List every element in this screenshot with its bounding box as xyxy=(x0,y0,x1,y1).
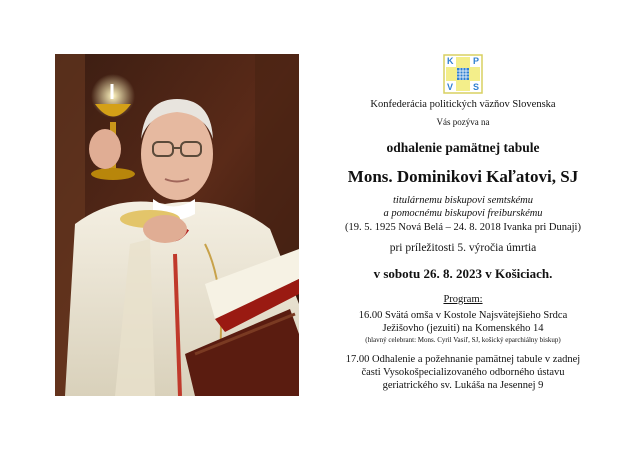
invites-text: Vás pozýva na xyxy=(436,117,490,127)
life-dates: (19. 5. 1925 Nová Belá – 24. 8. 2018 Ivanka pri Dunaji) xyxy=(345,222,581,233)
program-item-2-line-3: geriatrického sv. Lukáša na Jesennej 9 xyxy=(382,380,544,391)
kpvs-logo xyxy=(443,54,483,94)
program-item-1-line-2: Ježišovho (jezuiti) na Komenského 14 xyxy=(382,323,544,334)
honoree-title-1: titulárnemu biskupovi semtskému xyxy=(393,195,533,206)
honoree-name: Mons. Dominikovi Kaľatovi, SJ xyxy=(347,167,579,186)
program-item-1-note: (hlavný celebrant: Mons. Cyril Vasiľ, SJ, košický eparchiálny biskup) xyxy=(365,336,561,344)
event-title: odhalenie pamätnej tabule xyxy=(386,140,540,155)
program-heading: Program: xyxy=(443,294,483,305)
occasion-text: pri príležitosti 5. výročia úmrtia xyxy=(389,242,537,254)
logo-letter-v: V xyxy=(447,82,454,92)
bishop-photo xyxy=(55,54,299,396)
event-date: v sobotu 26. 8. 2023 v Košiciach. xyxy=(373,266,553,281)
invitation-text xyxy=(306,54,620,392)
logo-letter-s: S xyxy=(472,82,479,92)
program-item-2-line-2: časti Vysokošpecializovaného odborného ústavu xyxy=(361,367,565,378)
program-item-2-line-1: 17.00 Odhalenie a požehnanie pamätnej tabule v zadnej xyxy=(345,354,581,365)
logo-letter-k: K xyxy=(447,56,454,66)
honoree-title-2: a pomocnému biskupovi freiburskému xyxy=(383,208,543,219)
program-item-1-line-1: 16.00 Svätá omša v Kostole Najsvätejšieho Srdca xyxy=(358,310,568,321)
logo-letter-p: P xyxy=(472,56,479,66)
organization-name: Konfederácia politických väzňov Slovenska xyxy=(370,99,556,110)
